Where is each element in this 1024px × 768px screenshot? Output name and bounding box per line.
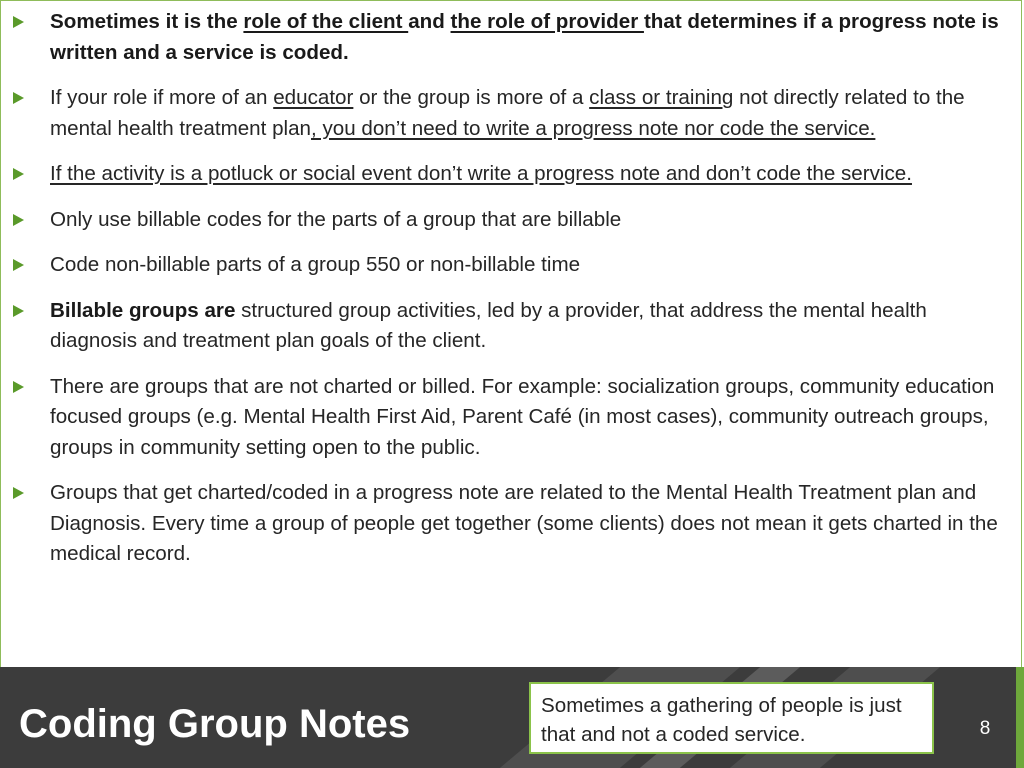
bullet-text: or the group is more of a bbox=[353, 86, 590, 109]
bullet-item bbox=[11, 205, 1009, 236]
bullet-item bbox=[11, 159, 1009, 190]
bullet-text: , you don’t need to write a progress note nor code the service. bbox=[311, 116, 876, 140]
triangle-bullet-icon bbox=[13, 259, 24, 271]
bullet-item bbox=[11, 7, 1009, 68]
bullet-text: structured group activities, led by a provider, that address the mental health diagnosis and treatment plan goals of the client. bbox=[50, 298, 927, 352]
triangle-bullet-icon bbox=[13, 305, 24, 317]
callout-box: Sometimes a gathering of people is just that and not a coded service. bbox=[529, 682, 934, 754]
bullet-item bbox=[11, 478, 1009, 570]
triangle-bullet-icon bbox=[13, 487, 24, 499]
bullet-list bbox=[11, 7, 1009, 585]
bullet-text: not directly related to the mental health treatment plan bbox=[50, 86, 965, 140]
bullet-text: Billable groups are bbox=[50, 298, 236, 322]
triangle-bullet-icon bbox=[13, 16, 24, 28]
bullet-text: If the activity is a potluck or social event don’t write a progress note and don’t code the service. bbox=[50, 162, 912, 185]
bullet-text: There are groups that are not charted or billed. For example: socialization groups, community education focused groups (e.g. Mental Health First Aid, Parent Café (in most cases), community outreach groups, groups in community setting open to the public. bbox=[50, 374, 995, 459]
bullet-text: educator bbox=[273, 86, 354, 109]
bullet-item bbox=[11, 372, 1009, 464]
bullet-item bbox=[11, 250, 1009, 281]
slide-title: Coding Group Notes bbox=[19, 702, 411, 746]
accent-edge bbox=[1016, 667, 1024, 768]
bullet-text: Sometimes it is the bbox=[50, 10, 244, 33]
bullet-text: the role of provider bbox=[450, 10, 644, 33]
triangle-bullet-icon bbox=[13, 92, 24, 104]
page-number: 8 bbox=[979, 718, 991, 739]
triangle-bullet-icon bbox=[13, 381, 24, 393]
bullet-text: Groups that get charted/coded in a progress note are related to the Mental Health Treatment plan and Diagnosis. Every time a group of people get together (some clients) does not mean it gets charted in the medical record. bbox=[50, 481, 998, 565]
bullet-text: that determines if a progress note is written and a service is coded. bbox=[50, 10, 999, 64]
bullet-text: Only use billable codes for the parts of a group that are billable bbox=[50, 207, 622, 231]
bullet-text: class or training bbox=[589, 86, 734, 109]
bullet-text: role of the client bbox=[243, 10, 409, 33]
bullet-text: and bbox=[408, 10, 451, 33]
bullet-item bbox=[11, 83, 1009, 144]
bullet-text: Code non-billable parts of a group 550 or non-billable time bbox=[50, 253, 581, 276]
bullet-item bbox=[11, 296, 1009, 357]
bullet-text: If your role if more of an bbox=[50, 86, 274, 109]
triangle-bullet-icon bbox=[13, 168, 24, 180]
triangle-bullet-icon bbox=[13, 214, 24, 226]
